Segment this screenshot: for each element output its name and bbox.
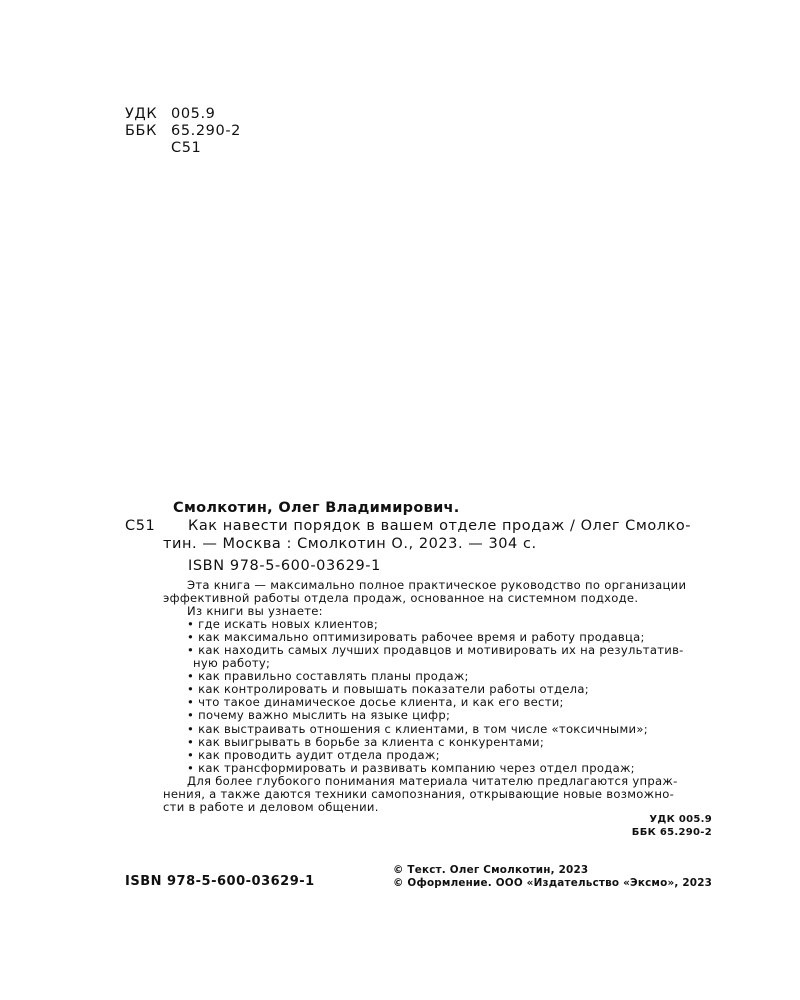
list-item: • как проводить аудит отдела продаж; — [187, 747, 440, 762]
annotation — [163, 579, 713, 814]
list-item: • как находить самых лучших продавцов и мотивировать их на результатив- — [187, 643, 684, 658]
list-item: • как максимально оптимизировать рабочее время и работу продавца; — [187, 630, 645, 645]
author-heading: Смолкотин, Олег Владимирович. — [173, 500, 460, 516]
list-item: • что такое динамическое досье клиента, и как его вести; — [187, 695, 564, 710]
list-item: • как выигрывать в борьбе за клиента с конкурентами; — [187, 734, 545, 749]
list-item-continuation: ную работу; — [193, 656, 271, 671]
udk-code: УДК 005.9 — [649, 814, 712, 825]
copyright-design: © Оформление. ООО «Издательство «Эксмо», 2023 — [393, 877, 713, 889]
footer-isbn: ISBN 978-5-600-03629-1 — [125, 874, 315, 889]
annotation-intro-2: эффективной работы отдела продаж, основанное на системном подходе. — [163, 591, 639, 606]
title-line-1: Как навести порядок в вашем отделе продаж / Олег Смолко- — [188, 518, 692, 534]
bbk-row — [125, 123, 241, 140]
annotation-outro-1: Для более глубокого понимания материала читателю предлагаются упраж- — [187, 773, 678, 788]
bbk-value: 65.290-2 — [171, 123, 241, 139]
list-item: • почему важно мыслить на языке цифр; — [187, 708, 451, 723]
title-line-2: тин. — Москва : Смолкотин О., 2023. — 304 с. — [163, 536, 537, 552]
copyright-block — [393, 864, 712, 890]
copyright-text: © Текст. Олег Смолкотин, 2023 — [393, 864, 589, 876]
bbk-label: ББК — [125, 123, 157, 139]
list-item: • как трансформировать и развивать компанию через отдел продаж; — [187, 760, 635, 775]
list-item: • как выстраивать отношения с клиентами, в том числе «токсичными»; — [187, 721, 648, 736]
author-sign-row — [125, 140, 241, 157]
author-sign: С51 — [171, 140, 202, 156]
right-codes — [632, 813, 712, 839]
udk-label: УДК — [125, 106, 158, 122]
list-item: • где искать новых клиентов; — [187, 617, 379, 632]
record-isbn: ISBN 978-5-600-03629-1 — [188, 558, 381, 574]
list-item: • как контролировать и повышать показатели работы отдела; — [187, 682, 589, 697]
annotation-outro-2: нения, а также даются техники самопознания, открывающие новые возможно- — [163, 786, 675, 801]
annotation-learn: Из книги вы узнаете: — [187, 604, 323, 619]
classification-block — [125, 106, 241, 157]
udk-value: 005.9 — [171, 106, 216, 122]
list-item: • как правильно составлять планы продаж; — [187, 669, 469, 684]
udk-row — [125, 106, 241, 123]
author-code: С51 — [125, 518, 156, 534]
bbk-code: ББК 65.290-2 — [631, 827, 712, 838]
annotation-intro-1: Эта книга — максимально полное практическое руководство по организации — [187, 578, 687, 592]
annotation-outro-3: сти в работе и деловом общении. — [163, 799, 379, 814]
